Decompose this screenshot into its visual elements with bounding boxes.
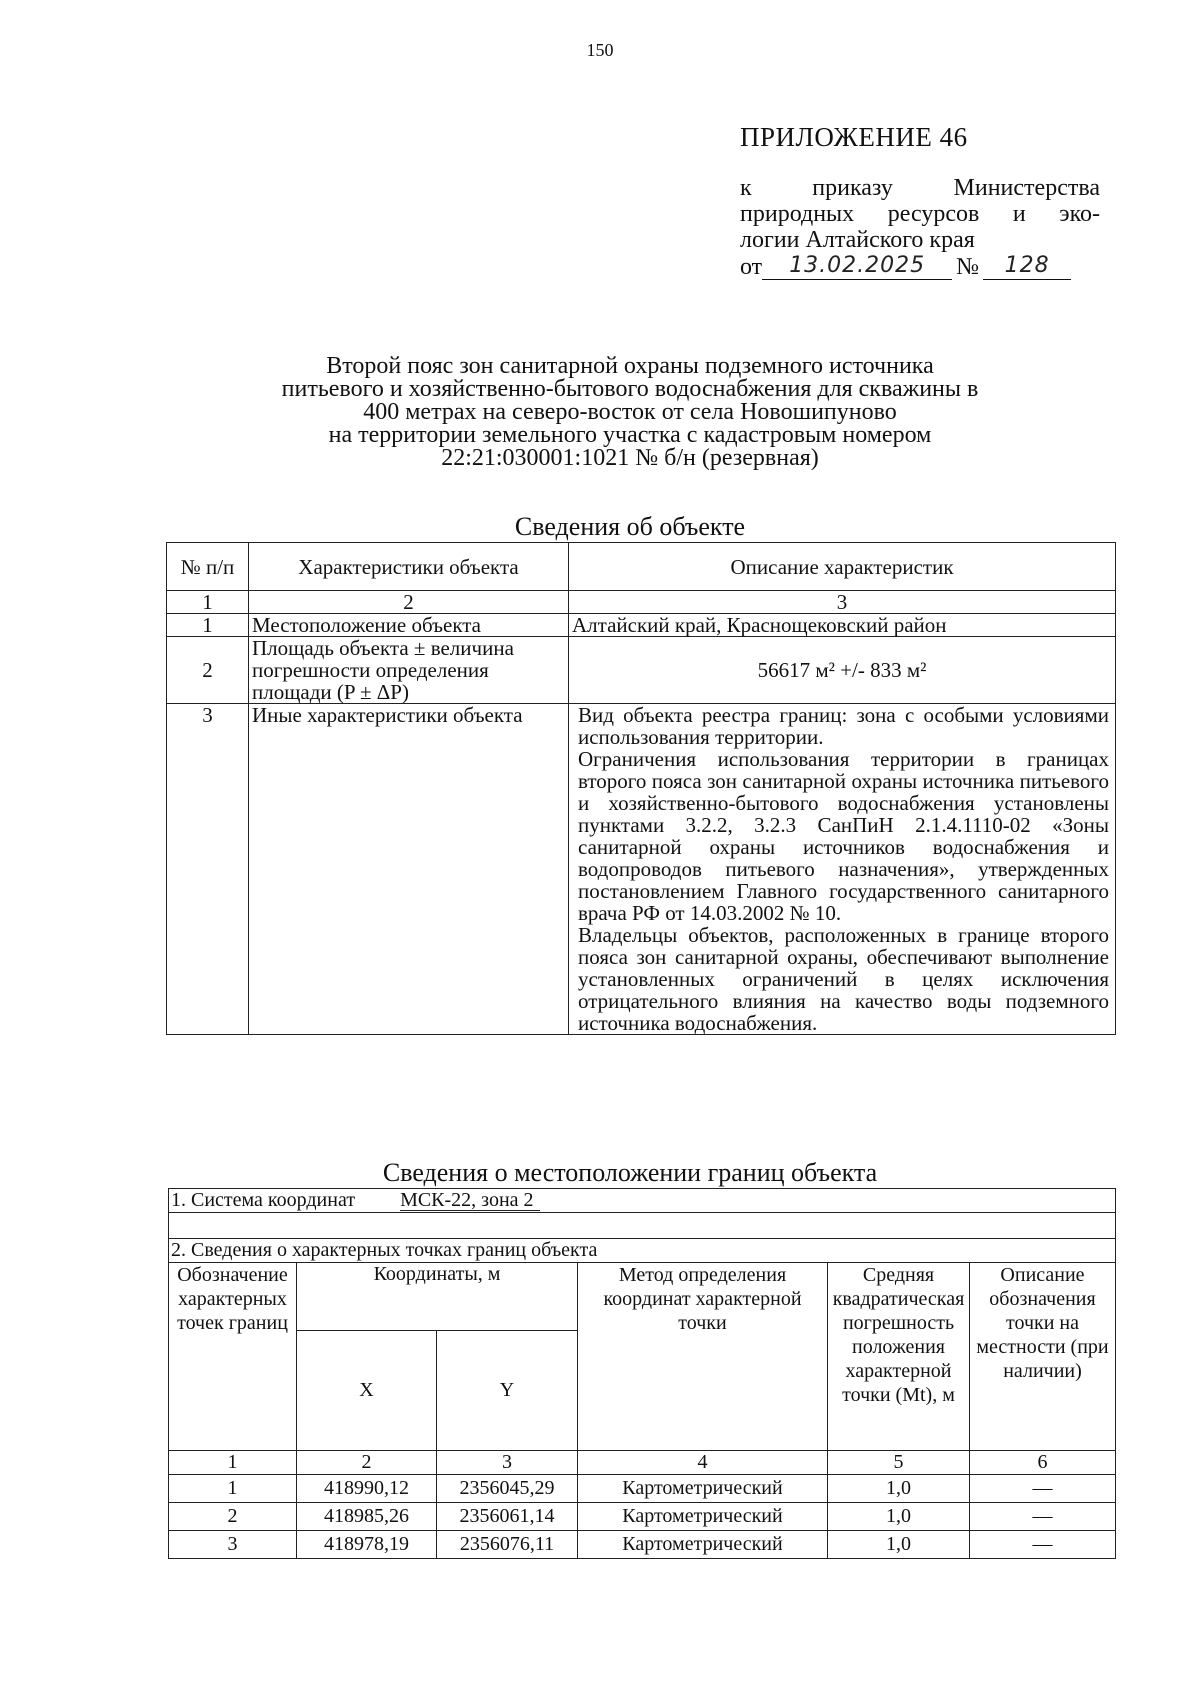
- table-row: [169, 1531, 1116, 1559]
- description-paragraph: Ограничения использования территории в границах второго пояса зон санитарной охраны источника питьевого и хозяйственно-бытового водоснабжения установлены пунктами 3.2.2, 3.2.3 СанПиН 2.1.4.1110-02 «Зоны санитарной охраны источников водоснабжения и водопроводов питьевого назначения», утвержденных постановлением Главного государственного санитарного врача РФ от 14.03.2002 № 10.: [578, 747, 1109, 925]
- column-number: 1: [167, 591, 249, 614]
- object-info-table: [166, 542, 1116, 1035]
- row-value: Алтайский край, Краснощековский район: [569, 614, 1116, 637]
- column-number: 3: [437, 1451, 578, 1475]
- column-number-row: [167, 591, 1116, 614]
- point-description: —: [970, 1531, 1116, 1559]
- column-number: 2: [249, 591, 569, 614]
- column-number-row: [169, 1451, 1116, 1475]
- point-error: 1,0: [828, 1531, 970, 1559]
- row-value: 56617 м² +/- 833 м²: [569, 637, 1116, 704]
- title-line: 400 метрах на северо-восток от села Новошипуново: [363, 399, 897, 425]
- point-id: 2: [169, 1503, 297, 1531]
- row-characteristic: Площадь объекта ± величина погрешности определения площади (P ± ΔP): [249, 637, 569, 704]
- table-header-row: [167, 543, 1116, 591]
- point-x: 418978,19: [297, 1531, 437, 1559]
- point-x: 418990,12: [297, 1475, 437, 1503]
- point-description: —: [970, 1475, 1116, 1503]
- from-label: от: [740, 254, 763, 280]
- order-date-number-line: [740, 253, 1100, 280]
- header-coords: Координаты, м: [297, 1263, 578, 1331]
- table-row: [169, 1475, 1116, 1503]
- appendix-ref-line: к приказу Министерства: [740, 175, 1100, 201]
- appendix-block: [740, 122, 1100, 280]
- points-label: 2. Сведения о характерных точках границ объекта: [169, 1239, 1116, 1263]
- coord-system-row: [169, 1189, 1116, 1213]
- point-id: 1: [169, 1475, 297, 1503]
- appendix-ref-line: логии Алтайского края: [740, 227, 975, 253]
- column-number: 3: [569, 591, 1116, 614]
- point-method: Картометрический: [578, 1475, 828, 1503]
- spacer-cell: [169, 1213, 1116, 1239]
- header-num: № п/п: [167, 543, 249, 591]
- point-method: Картометрический: [578, 1531, 828, 1559]
- title-line: Второй пояс зон санитарной охраны подземного источника: [326, 353, 934, 379]
- coord-system-value: МСК-22, зона 2: [400, 1190, 540, 1211]
- page-number: 150: [586, 40, 614, 60]
- boundary-points-table: [168, 1188, 1116, 1559]
- table-row: [169, 1503, 1116, 1531]
- coord-system-cell: [169, 1189, 1116, 1213]
- description-paragraph: Вид объекта реестра границ: зона с особыми условиями использования территории.: [578, 703, 1109, 749]
- title-line: питьевого и хозяйственно-бытового водоснабжения для скважины в: [281, 376, 979, 402]
- header-method: Метод определения координат характерной точки: [578, 1263, 828, 1451]
- header-characteristics: Характеристики объекта: [249, 543, 569, 591]
- header-x: X: [297, 1331, 437, 1451]
- point-description: —: [970, 1503, 1116, 1531]
- header-error: Средняя квадратическая погрешность положения характерной точки (Mt), м: [828, 1263, 970, 1451]
- appendix-title: ПРИЛОЖЕНИЕ 46: [740, 122, 968, 152]
- handwritten-date: 13.02.2025: [762, 253, 952, 280]
- table-row: [167, 704, 1116, 1035]
- object-section-heading: Сведения об объекте: [514, 512, 746, 541]
- appendix-reference: [740, 175, 1100, 253]
- spacer-row: [169, 1213, 1116, 1239]
- point-error: 1,0: [828, 1503, 970, 1531]
- row-characteristic: Местоположение объекта: [249, 614, 569, 637]
- title-line: на территории земельного участка с кадастровым номером: [328, 422, 932, 448]
- row-num: 2: [167, 637, 249, 704]
- row-value-description: [569, 704, 1116, 1035]
- header-description: Описание обозначения точки на местности (при наличии): [970, 1263, 1116, 1451]
- column-number: 1: [169, 1451, 297, 1475]
- header-y: Y: [437, 1331, 578, 1451]
- table-row: [167, 637, 1116, 704]
- points-label-row: [169, 1239, 1116, 1263]
- table-row: [167, 614, 1116, 637]
- header-designation: Обозначение характерных точек границ: [169, 1263, 297, 1451]
- number-label: №: [956, 254, 980, 280]
- point-method: Картометрический: [578, 1503, 828, 1531]
- column-number: 6: [970, 1451, 1116, 1475]
- boundary-section-heading: Сведения о местоположении границ объекта: [382, 1158, 878, 1187]
- column-number: 2: [297, 1451, 437, 1475]
- point-error: 1,0: [828, 1475, 970, 1503]
- point-y: 2356076,11: [437, 1531, 578, 1559]
- description-paragraph: Владельцы объектов, расположенных в границе второго пояса зон санитарной охраны, обеспечивают выполнение установленных ограничений в целях исключения отрицательного влияния на качество воды подземного источника водоснабжения.: [578, 923, 1109, 1035]
- point-y: 2356061,14: [437, 1503, 578, 1531]
- table-header-row: [169, 1263, 1116, 1331]
- row-num: 3: [167, 704, 249, 1035]
- row-num: 1: [167, 614, 249, 637]
- title-line: 22:21:030001:1021 № б/н (резервная): [441, 445, 819, 471]
- document-title: [170, 355, 1090, 470]
- header-description: Описание характеристик: [569, 543, 1116, 591]
- handwritten-number: 128: [983, 253, 1071, 280]
- coord-system-label: 1. Система координат: [171, 1189, 356, 1211]
- point-id: 3: [169, 1531, 297, 1559]
- point-x: 418985,26: [297, 1503, 437, 1531]
- column-number: 5: [828, 1451, 970, 1475]
- point-y: 2356045,29: [437, 1475, 578, 1503]
- column-number: 4: [578, 1451, 828, 1475]
- appendix-ref-line: природных ресурсов и эко-: [740, 201, 1100, 227]
- row-characteristic: Иные характеристики объекта: [249, 704, 569, 1035]
